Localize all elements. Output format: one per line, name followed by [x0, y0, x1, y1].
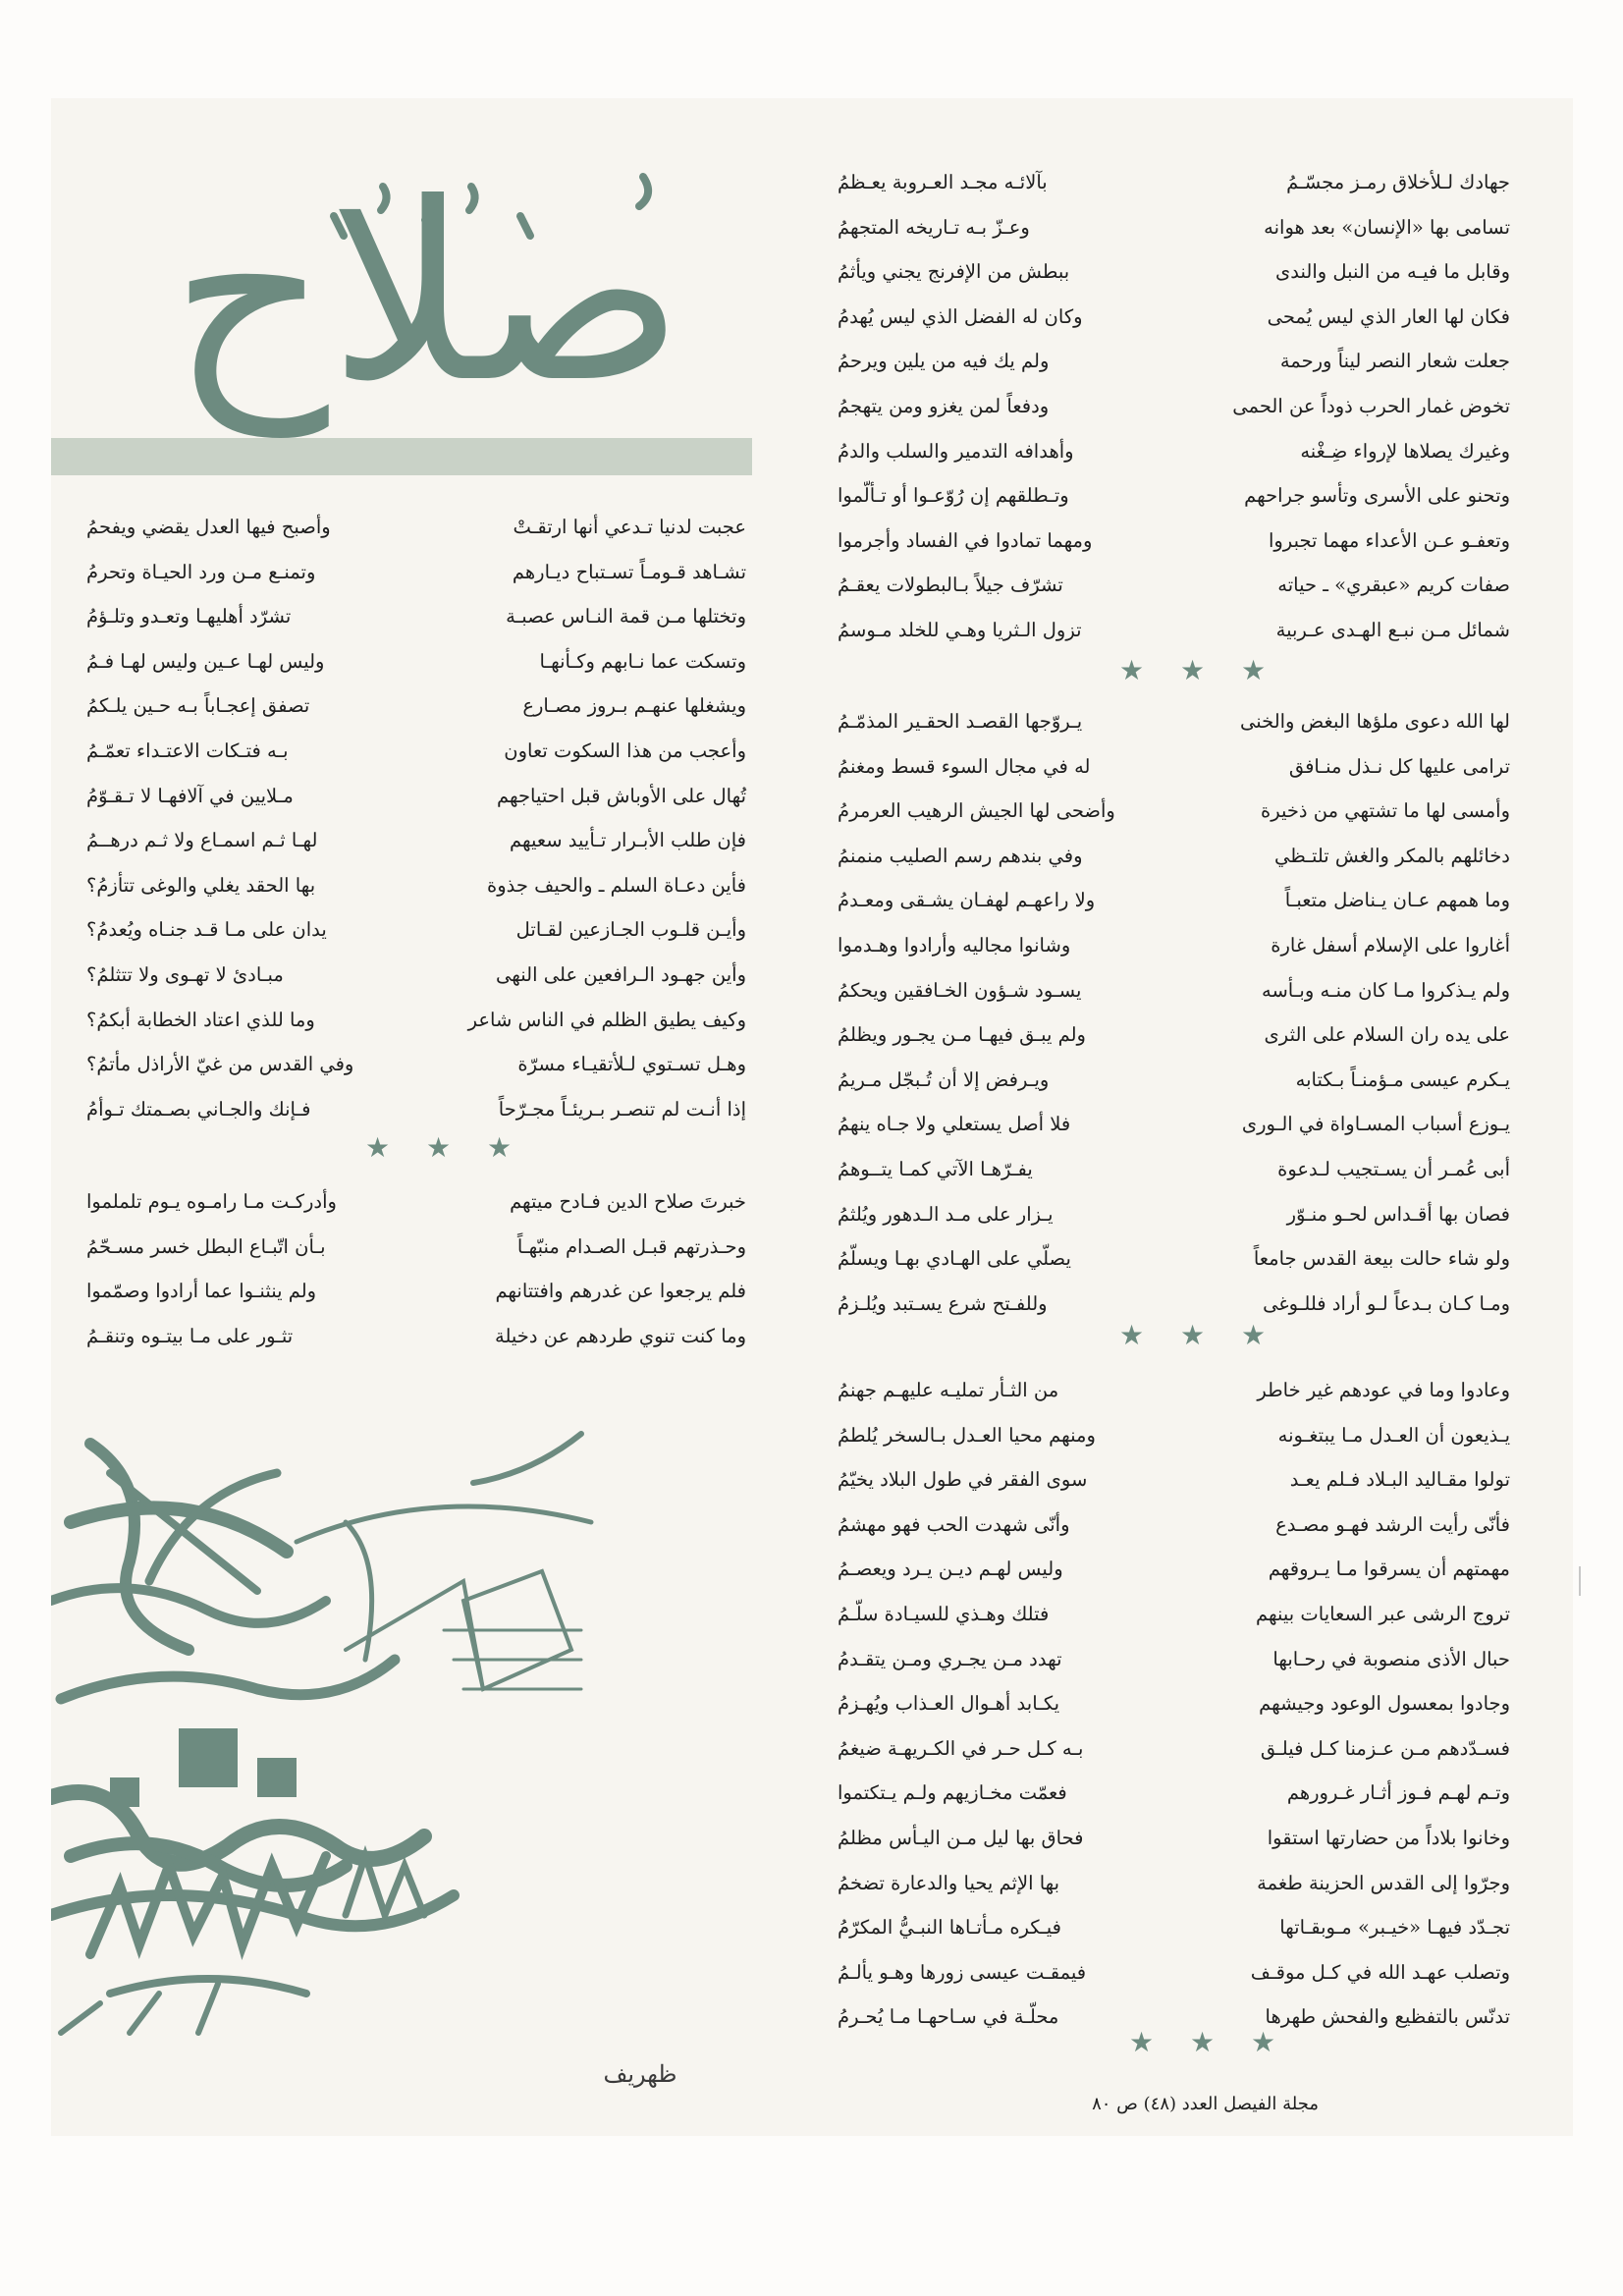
sketch-strokes — [51, 1434, 591, 2033]
verse-second-hemistich: تشرّد أهليهـا وتعـدو وتلـؤمُ — [86, 605, 292, 629]
verse-second-hemistich: فحاق بها ليل مـن اليـأس مظلمُ — [838, 1826, 1084, 1849]
verse-couplet — [838, 295, 1510, 340]
verse-second-hemistich: تشرّف جيلاً بـالبطولات يعقـمُ — [838, 574, 1063, 597]
verse-first-hemistich: وجرّوا إلى القدس الحزينة طغمة — [1257, 1871, 1510, 1894]
verse-couplet — [838, 878, 1510, 923]
verse-first-hemistich: تجـدّد فيهـا «خيـبر» مـوبقـاتها — [1279, 1916, 1510, 1940]
page-footer: مجلة الفيصل العدد (٤٨) ص ٨٠ — [1092, 2094, 1319, 2114]
verse-first-hemistich: ولم يـذكروا مـا كان منـه وبـأسه — [1261, 978, 1510, 1002]
verse-couplet — [838, 1457, 1510, 1503]
margin-mark — [1579, 1566, 1581, 1596]
verse-couplet — [86, 818, 746, 863]
verse-first-hemistich: تدنّس بالتفظيع والفحش طهرها — [1265, 2005, 1510, 2029]
verse-second-hemistich: وأدركـت مـا رامـوه يـوم تلملموا — [86, 1190, 337, 1214]
verse-first-hemistich: تخوض غمار الحرب ذوداً عن الحمى — [1232, 395, 1510, 418]
verse-second-hemistich: ولم ينثنـوا عما أرادوا وصمّموا — [86, 1280, 317, 1303]
verse-first-hemistich: تُهال على الأوباش قبل احتياجهم — [497, 784, 746, 807]
verse-first-hemistich: يـوزع أسباب المسـاواة في الـورى — [1241, 1113, 1510, 1136]
verse-second-hemistich: ودفعاً لمن يغزو ومن يتهجمُ — [838, 395, 1050, 418]
verse-second-hemistich: مـلايين في آلافهـا لا تـقـوّمُ — [86, 784, 294, 807]
verse-first-hemistich: وأيـن قلـوب الجـازعين لقـاتل — [515, 918, 746, 942]
verse-second-hemistich: يصلّي على الهـادي بهـا ويسلّمُ — [838, 1247, 1071, 1271]
verse-second-hemistich: تزول الـثريا وهـي للخلد مـوسمُ — [838, 618, 1082, 641]
verse-second-hemistich: وما للذي اعتاد الخطابة أبكمُ؟ — [86, 1008, 315, 1031]
verse-second-hemistich: فيـكره مـأتـاها النبـيُّ المكرّمُ — [838, 1916, 1061, 1940]
verse-couplet — [838, 205, 1510, 250]
verse-second-hemistich: وأهدافه التدمير والسلب والدمُ — [838, 439, 1074, 463]
verse-couplet — [838, 1637, 1510, 1682]
verse-first-hemistich: تسامى بها «الإنسان» بعد هوانه — [1264, 215, 1510, 239]
verse-second-hemistich: سوى الفقر في طول البلاد يخيّمُ — [838, 1468, 1088, 1492]
verse-first-hemistich: شمائل مـن نبـع الهـدى عـربية — [1275, 618, 1510, 641]
poem-right-stanza-3 — [838, 1368, 1510, 2040]
verse-couplet — [86, 683, 746, 729]
verse-first-hemistich: وتحنو على الأسرى وتأسو جراحهم — [1244, 484, 1510, 508]
stanza-separator: ★ ★ ★ — [1119, 1319, 1280, 1351]
verse-first-hemistich: وجادوا بمعسول الوعود وجيشهم — [1259, 1692, 1510, 1716]
poem-left-stanza-1 — [86, 505, 746, 1131]
verse-first-hemistich: وقابل ما فيـه من النبل والندى — [1275, 260, 1510, 284]
verse-first-hemistich: دخائلهم بالمكر والغش تلتـظي — [1273, 844, 1510, 867]
verse-first-hemistich: وأين جهـود الـرافعين على النهى — [496, 962, 746, 986]
verse-second-hemistich: لهـا ثـم اسمـاع ولا ثـم درهــمُ — [86, 829, 318, 852]
verse-second-hemistich: فلا أصل يستعلي ولا جـاه ينهمُ — [838, 1113, 1071, 1136]
verse-couplet — [838, 1503, 1510, 1548]
verse-first-hemistich: خبرتَ صلاح الدين فـادح ميتهم — [510, 1190, 746, 1214]
verse-second-hemistich: وأصبح فيها العدل يقضي ويفحمُ — [86, 516, 331, 539]
verse-first-hemistich: أغاروا على الإسلام أسفل غارة — [1271, 934, 1510, 957]
verse-first-hemistich: فسـدّدهم مـن عـزمنا كـل فيلـق — [1260, 1736, 1510, 1760]
verse-second-hemistich: وتمنـع مـن ورد الحيـاة وتحرمُ — [86, 560, 316, 583]
verse-second-hemistich: فعمّت مخـازيهم ولـم يـتكتموا — [838, 1781, 1067, 1805]
verse-couplet — [838, 1012, 1510, 1058]
verse-couplet — [838, 339, 1510, 384]
verse-second-hemistich: يـروّجها القصـد الحقـير المذمّـمُ — [838, 710, 1083, 734]
verse-second-hemistich: ولا راعهـم لهفـان يشـقى ومعـدمُ — [838, 889, 1096, 912]
verse-couplet — [86, 550, 746, 595]
verse-second-hemistich: بـأن اتّبـاع البطل خسر مسـحّمُ — [86, 1234, 326, 1258]
verse-first-hemistich: وما همهم عـان يـناضل متعبـاً — [1284, 889, 1510, 912]
verse-couplet — [86, 998, 746, 1043]
verse-first-hemistich: فصان بها أقـداس لحـو منـوّر — [1286, 1202, 1510, 1226]
verse-second-hemistich: وللفـتح شرع يسـتبد ويُلـزمُ — [838, 1291, 1048, 1315]
verse-first-hemistich: تروج الرشى عبر السعايات بينهم — [1256, 1603, 1510, 1626]
verse-couplet — [838, 1861, 1510, 1906]
verse-couplet — [86, 953, 746, 998]
verse-second-hemistich: وتـطلقهم إن رُوّعـوا أو تـألّموا — [838, 484, 1069, 508]
article-title: صلاح — [170, 150, 684, 436]
verse-couplet — [86, 1042, 746, 1087]
verse-couplet — [838, 1681, 1510, 1726]
verse-couplet — [86, 1269, 746, 1314]
verse-first-hemistich: وكيف يطيق الظلم في الناس شاعر — [467, 1008, 746, 1031]
verse-couplet — [838, 1236, 1510, 1282]
verse-second-hemistich: ومهما تمادوا في الفساد وأجرموا — [838, 528, 1093, 552]
verse-second-hemistich: يفـرّهـا الآتي كمـا يتــوهمُ — [838, 1157, 1033, 1180]
verse-couplet — [838, 834, 1510, 879]
verse-first-hemistich: وتختلها مـن قمة النـاس عصبـة — [506, 605, 746, 629]
verse-first-hemistich: وتعفـو عـن الأعداء مهما تجبروا — [1268, 528, 1510, 552]
verse-second-hemistich: ولم يك فيه من يلين ويرحمُ — [838, 350, 1050, 373]
verse-second-hemistich: وكان له الفضل الذي ليس يُهدمُ — [838, 304, 1083, 328]
verse-first-hemistich: يـكرم عيسى مـؤمنـاً بـكتابه — [1295, 1067, 1510, 1091]
title-calligraphy — [98, 147, 756, 442]
verse-couplet — [838, 429, 1510, 474]
verse-first-hemistich: حبال الأذى منصوبة في رحـابها — [1272, 1647, 1510, 1670]
verse-second-hemistich: وليس لهـا عـين وليس لهـا فـمُ — [86, 649, 325, 673]
verse-couplet — [838, 1905, 1510, 1950]
verse-couplet — [838, 923, 1510, 968]
verse-second-hemistich: وأضحى لها الجيش الرهيب العرمرمُ — [838, 799, 1115, 823]
verse-first-hemistich: ومـا كـان بـدعاً لـو أراد فللـوغى — [1263, 1291, 1510, 1315]
verse-first-hemistich: إذا أنـت لم تنصـر بـريئـاً مجـرّحاً — [498, 1097, 746, 1121]
verse-second-hemistich: يسـود شـؤون الخـافقين ويحكمُ — [838, 978, 1082, 1002]
verse-second-hemistich: له في مجال السوء قسط ومغنمُ — [838, 754, 1091, 778]
verse-first-hemistich: وتصلب عهـد الله في كـل موقـف — [1250, 1960, 1510, 1984]
verse-couplet — [838, 1147, 1510, 1192]
verse-first-hemistich: لها الله دعوى ملؤها البغض والخنى — [1239, 710, 1510, 734]
verse-second-hemistich: فـإنك والجـاني بصـمتك تـوأمُ — [86, 1097, 311, 1121]
verse-couplet — [838, 160, 1510, 205]
verse-couplet — [86, 863, 746, 908]
verse-second-hemistich: ببطش من الإفرنج يجني ويأثمُ — [838, 260, 1070, 284]
verse-second-hemistich: بآلائـه مجـد العـروبة يعـظمُ — [838, 171, 1048, 194]
verse-first-hemistich: وأمسى لها ما تشتهي من ذخيرة — [1260, 799, 1510, 823]
verse-second-hemistich: ولم يبـق فيهـا مـن يجـور ويظلمُ — [838, 1023, 1086, 1047]
verse-couplet — [86, 907, 746, 953]
verse-first-hemistich: فأنّى رأيت الرشد فهـو مصـدع — [1275, 1512, 1510, 1536]
verse-second-hemistich: ومنهم محيا العـدل بـالسخر يُلطمُ — [838, 1423, 1096, 1447]
verse-second-hemistich: بـه فتـكات الاعتـداء تعمّـمُ — [86, 739, 289, 763]
verse-couplet — [86, 1087, 746, 1132]
verse-couplet — [838, 1413, 1510, 1458]
verse-second-hemistich: بها الإثم يحيا والدعارة تضخمُ — [838, 1871, 1060, 1894]
verse-first-hemistich: وحـذرتهم قبـل الصـدام منبّهـاً — [516, 1234, 746, 1258]
verse-couplet — [838, 1771, 1510, 1816]
verse-first-hemistich: وما كنت تنوي طردهم عن دخيلة — [495, 1324, 746, 1347]
verse-couplet — [838, 473, 1510, 519]
verse-couplet — [838, 384, 1510, 429]
verse-second-hemistich: يكـابد أهـوال العـذاب ويُهـزمُ — [838, 1692, 1060, 1716]
verse-couplet — [838, 608, 1510, 653]
verse-couplet — [838, 1192, 1510, 1237]
verse-couplet — [86, 1225, 746, 1270]
verse-first-hemistich: مهمتهم أن يسرقوا مـا يـروقهم — [1268, 1558, 1510, 1581]
verse-first-hemistich: وتسكت عما نـابهم وكـأنهـا — [539, 649, 746, 673]
verse-second-hemistich: فتلك وهـذي للسيـادة سلّـمُ — [838, 1603, 1050, 1626]
verse-first-hemistich: وغيرك يصلاها لإرواء ضِـغْنه — [1300, 439, 1510, 463]
verse-second-hemistich: بـه كـل حـر في الكـريهـة ضيغمُ — [838, 1736, 1084, 1760]
verse-first-hemistich: فإن طلب الأبـرار تـأييد سعيهم — [510, 829, 746, 852]
verse-first-hemistich: تشـاهد قـومـاً تسـتباح ديـارهم — [512, 560, 746, 583]
verse-first-hemistich: ولو شاء حالت بيعة القدس جامعاً — [1253, 1247, 1510, 1271]
verse-second-hemistich: فيمقـت عيسى زورها وهـو يألـمُ — [838, 1960, 1087, 1984]
verse-second-hemistich: وأنّى شهدت الحب فهو مهشمُ — [838, 1512, 1070, 1536]
verse-first-hemistich: على يده ران السلام على الثرى — [1264, 1023, 1510, 1047]
verse-second-hemistich: وليس لهـم ديـن يـرد ويعصـمُ — [838, 1558, 1063, 1581]
verse-couplet — [838, 563, 1510, 608]
verse-couplet — [838, 1816, 1510, 1861]
verse-second-hemistich: مبـادئ لا تهـوى ولا تتثلمُ؟ — [86, 962, 284, 986]
verse-first-hemistich: صفات كريم «عبقري» ـ حياته — [1277, 574, 1510, 597]
verse-first-hemistich: فلم يرجعوا عن غدرهم وافتتانهم — [495, 1280, 746, 1303]
verse-couplet — [86, 774, 746, 819]
verse-first-hemistich: وخانوا بلاداً من حضارتها استقوا — [1267, 1826, 1510, 1849]
sketch-illustration — [51, 1404, 750, 2092]
poem-right-stanza-1 — [838, 160, 1510, 653]
verse-first-hemistich: وعادوا وما في عودهم غير خاطر — [1257, 1379, 1510, 1402]
verse-first-hemistich: وتـم لهـم فـوز أثـار غـرورهم — [1286, 1781, 1510, 1805]
verse-first-hemistich: يـذيعون أن العـدل مـا يبتغـونه — [1277, 1423, 1510, 1447]
verse-second-hemistich: تهدد مـن يجـري ومـن يتقـدمُ — [838, 1647, 1062, 1670]
verse-first-hemistich: ويشغلها عنهـم بـروز مصـارع — [522, 694, 746, 718]
verse-couplet — [838, 519, 1510, 564]
verse-couplet — [838, 1950, 1510, 1995]
verse-couplet — [838, 1058, 1510, 1103]
verse-couplet — [838, 789, 1510, 834]
verse-couplet — [838, 699, 1510, 744]
verse-couplet — [838, 744, 1510, 790]
verse-couplet — [838, 1547, 1510, 1592]
verse-first-hemistich: أبى عُمـر أن يسـتجيب لـدعوة — [1277, 1157, 1510, 1180]
verse-second-hemistich: يـزار على مـد الـدهور ويُلثمُ — [838, 1202, 1054, 1226]
artist-signature: ظهريف — [603, 2060, 677, 2088]
verse-first-hemistich: وأعجب من هذا السكوت تعاون — [504, 739, 746, 763]
verse-second-hemistich: وفي القدس من غيّ الأراذل مأتمُ؟ — [86, 1053, 354, 1076]
verse-first-hemistich: عجبت لدنيا تـدعي أنها ارتقـتْ — [513, 516, 746, 539]
title-band — [51, 438, 752, 475]
verse-couplet — [86, 1179, 746, 1225]
verse-couplet — [86, 505, 746, 550]
verse-second-hemistich: من الثـأر تمليـه عليهـم جهنمُ — [838, 1379, 1059, 1402]
poem-left-stanza-2 — [86, 1179, 746, 1358]
verse-first-hemistich: ترامى عليها كل نـذل منـافق — [1288, 754, 1510, 778]
poem-right-stanza-2 — [838, 699, 1510, 1326]
stanza-separator: ★ ★ ★ — [1119, 654, 1280, 686]
verse-couplet — [838, 968, 1510, 1013]
stanza-separator: ★ ★ ★ — [1129, 2026, 1290, 2058]
verse-first-hemistich: وهـل تسـتوي لـلأتقيـاء مسرّة — [517, 1053, 746, 1076]
verse-couplet — [86, 1314, 746, 1359]
stanza-separator: ★ ★ ★ — [365, 1131, 526, 1164]
verse-second-hemistich: وفي بندهم رسم الصليب منمنمُ — [838, 844, 1083, 867]
verse-first-hemistich: تولوا مقـاليد البـلاد فـلم يعـد — [1289, 1468, 1510, 1492]
verse-first-hemistich: فأين دعـاة السلم ـ والحيف جذوة — [487, 873, 746, 897]
verse-first-hemistich: جهادك لـلأخلاق رمـز مجسّـمُ — [1286, 171, 1510, 194]
verse-couplet — [838, 1102, 1510, 1147]
verse-second-hemistich: بها الحقد يغلي والوغى تتأزمُ؟ — [86, 873, 316, 897]
verse-couplet — [86, 639, 746, 684]
verse-couplet — [86, 594, 746, 639]
verse-couplet — [838, 1726, 1510, 1772]
verse-second-hemistich: تثـور على مـا بيتـوه وتنقـمُ — [86, 1324, 294, 1347]
verse-couplet — [838, 1368, 1510, 1413]
verse-second-hemistich: محلّـة في سـاحهـا مـا يُحـرمُ — [838, 2005, 1059, 2029]
verse-couplet — [838, 1592, 1510, 1637]
verse-couplet — [86, 729, 746, 774]
verse-second-hemistich: وشانوا مجاليه وأرادوا وهـدموا — [838, 934, 1071, 957]
verse-first-hemistich: جعلت شعار النصر ليناً ورحمة — [1279, 350, 1510, 373]
verse-second-hemistich: ويـرفض إلا أن تُـبجّل مـريمُ — [838, 1067, 1050, 1091]
verse-first-hemistich: فكان لها العار الذي ليس يُمحى — [1267, 304, 1510, 328]
verse-couplet — [838, 249, 1510, 295]
verse-second-hemistich: تصفق إعجـاباً بـه حـين يلـكمُ — [86, 694, 310, 718]
verse-second-hemistich: وعـزّ بـه تـاريخه المتجهمُ — [838, 215, 1030, 239]
verse-second-hemistich: يدان على مـا قـد جنـاه ويُعدمُ؟ — [86, 918, 327, 942]
